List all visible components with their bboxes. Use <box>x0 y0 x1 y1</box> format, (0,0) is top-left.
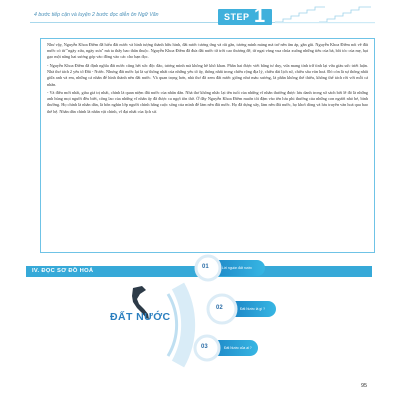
outer-ring-arc <box>178 286 188 364</box>
header-title: 4 bước tiếp cận và luyện 2 bước đọc diễn ôn Ngữ Văn <box>34 12 159 18</box>
node-3-label: Đất Nước của ai ? <box>224 346 252 350</box>
node-2-label: Đất Nước là gì ? <box>240 307 266 311</box>
passage-paragraph-1: Như vậy, Nguyễn Khoa Điềm đã hiểu đất nước và hình tượng thành hữu hình, đất nước tương ứng và rất gần, tương mình mảng mà trở nên ấm áp, gần gũi. Nguyễn Khoa Điềm nói về đất nước có từ "ngày xửa, ngày xưa" mà ta thấy bao thân thuộc. Nguyễn Khoa Điềm đã đưa đất nước từ trời cao thương đế, từ ngai vàng vua chúa xuống những tiếu của bà, bồi tóc của mẹ, hạt gạo một nắng hai sương góp vào đồng vào các cho bạn đọc. <box>47 42 368 60</box>
node-1-label: Lời nguồn đất nước <box>222 266 252 270</box>
page-number: 95 <box>361 383 368 389</box>
node-1-number: 01 <box>202 264 209 270</box>
node-3-number: 03 <box>201 344 208 350</box>
passage-paragraph-2: - Nguyễn Khoa Điềm đã định nghĩa đất nước cũng hết sức độc đáo, tương mình mà không hề khô khan. Phần hai được viết bằng tư duy, vừa mang tính trữ tình lại vừa giàu sức triết luận. Nhà thơ tách 2 yếu tố Đất - Nước. Nhưng đất nước lại là sự thống nhất của những yếu tố ấy, thống nhất trong chiều rộng địa lý, chiều dài lịch sử, chiều sâu văn hoá. Đó còn là sự thống nhất giữa anh và em, những cá nhân để hình thành nên đất nước. Và quan trọng hơn, nhà thơ đã xem đất nước giống như máu xương, là phần không thể thiếu, không thể tách rời với mỗi cá nhân. <box>47 62 368 87</box>
passage-paragraph-3: - Và điều mới nhất, giàu giá trị nhất, chính là quan niệm đất nước của nhân dân. Nhà thơ không nhắc lại tên tuổi của những vĩ nhân thường được lưu danh trong sử sách bởi lẽ đó là những anh hùng mọi người đều biết, công lao của những vĩ nhân ấy đã được ca ngợi tôn thờ. Ở đây Nguyễn Khoa Điềm muốn tôi đậm vào tên lưu phi thường của những con người nhỏ bé, bình thường. Họ chính là nhân dân, là bốn nghìn lớp người chính hằng cuộc sống của mình để làm nên đất nước. Họ đã dựng xây, làm nên đất nước, họ khơi dòng và lưu truyền văn hoá qua bao thế hệ. Nhân dân chính là nhân vật chính, vĩ đại nhất của lịch sử. <box>47 90 368 114</box>
step-number: 1 <box>254 5 266 27</box>
section-heading: IV. ĐỌC SƠ ĐỒ HOÁ <box>32 268 94 274</box>
step-word: STEP <box>224 12 250 22</box>
mindmap-center-label: ĐẤT NƯỚC <box>110 311 171 323</box>
node-2-number: 02 <box>216 305 223 311</box>
inner-ring-arc <box>168 294 177 356</box>
